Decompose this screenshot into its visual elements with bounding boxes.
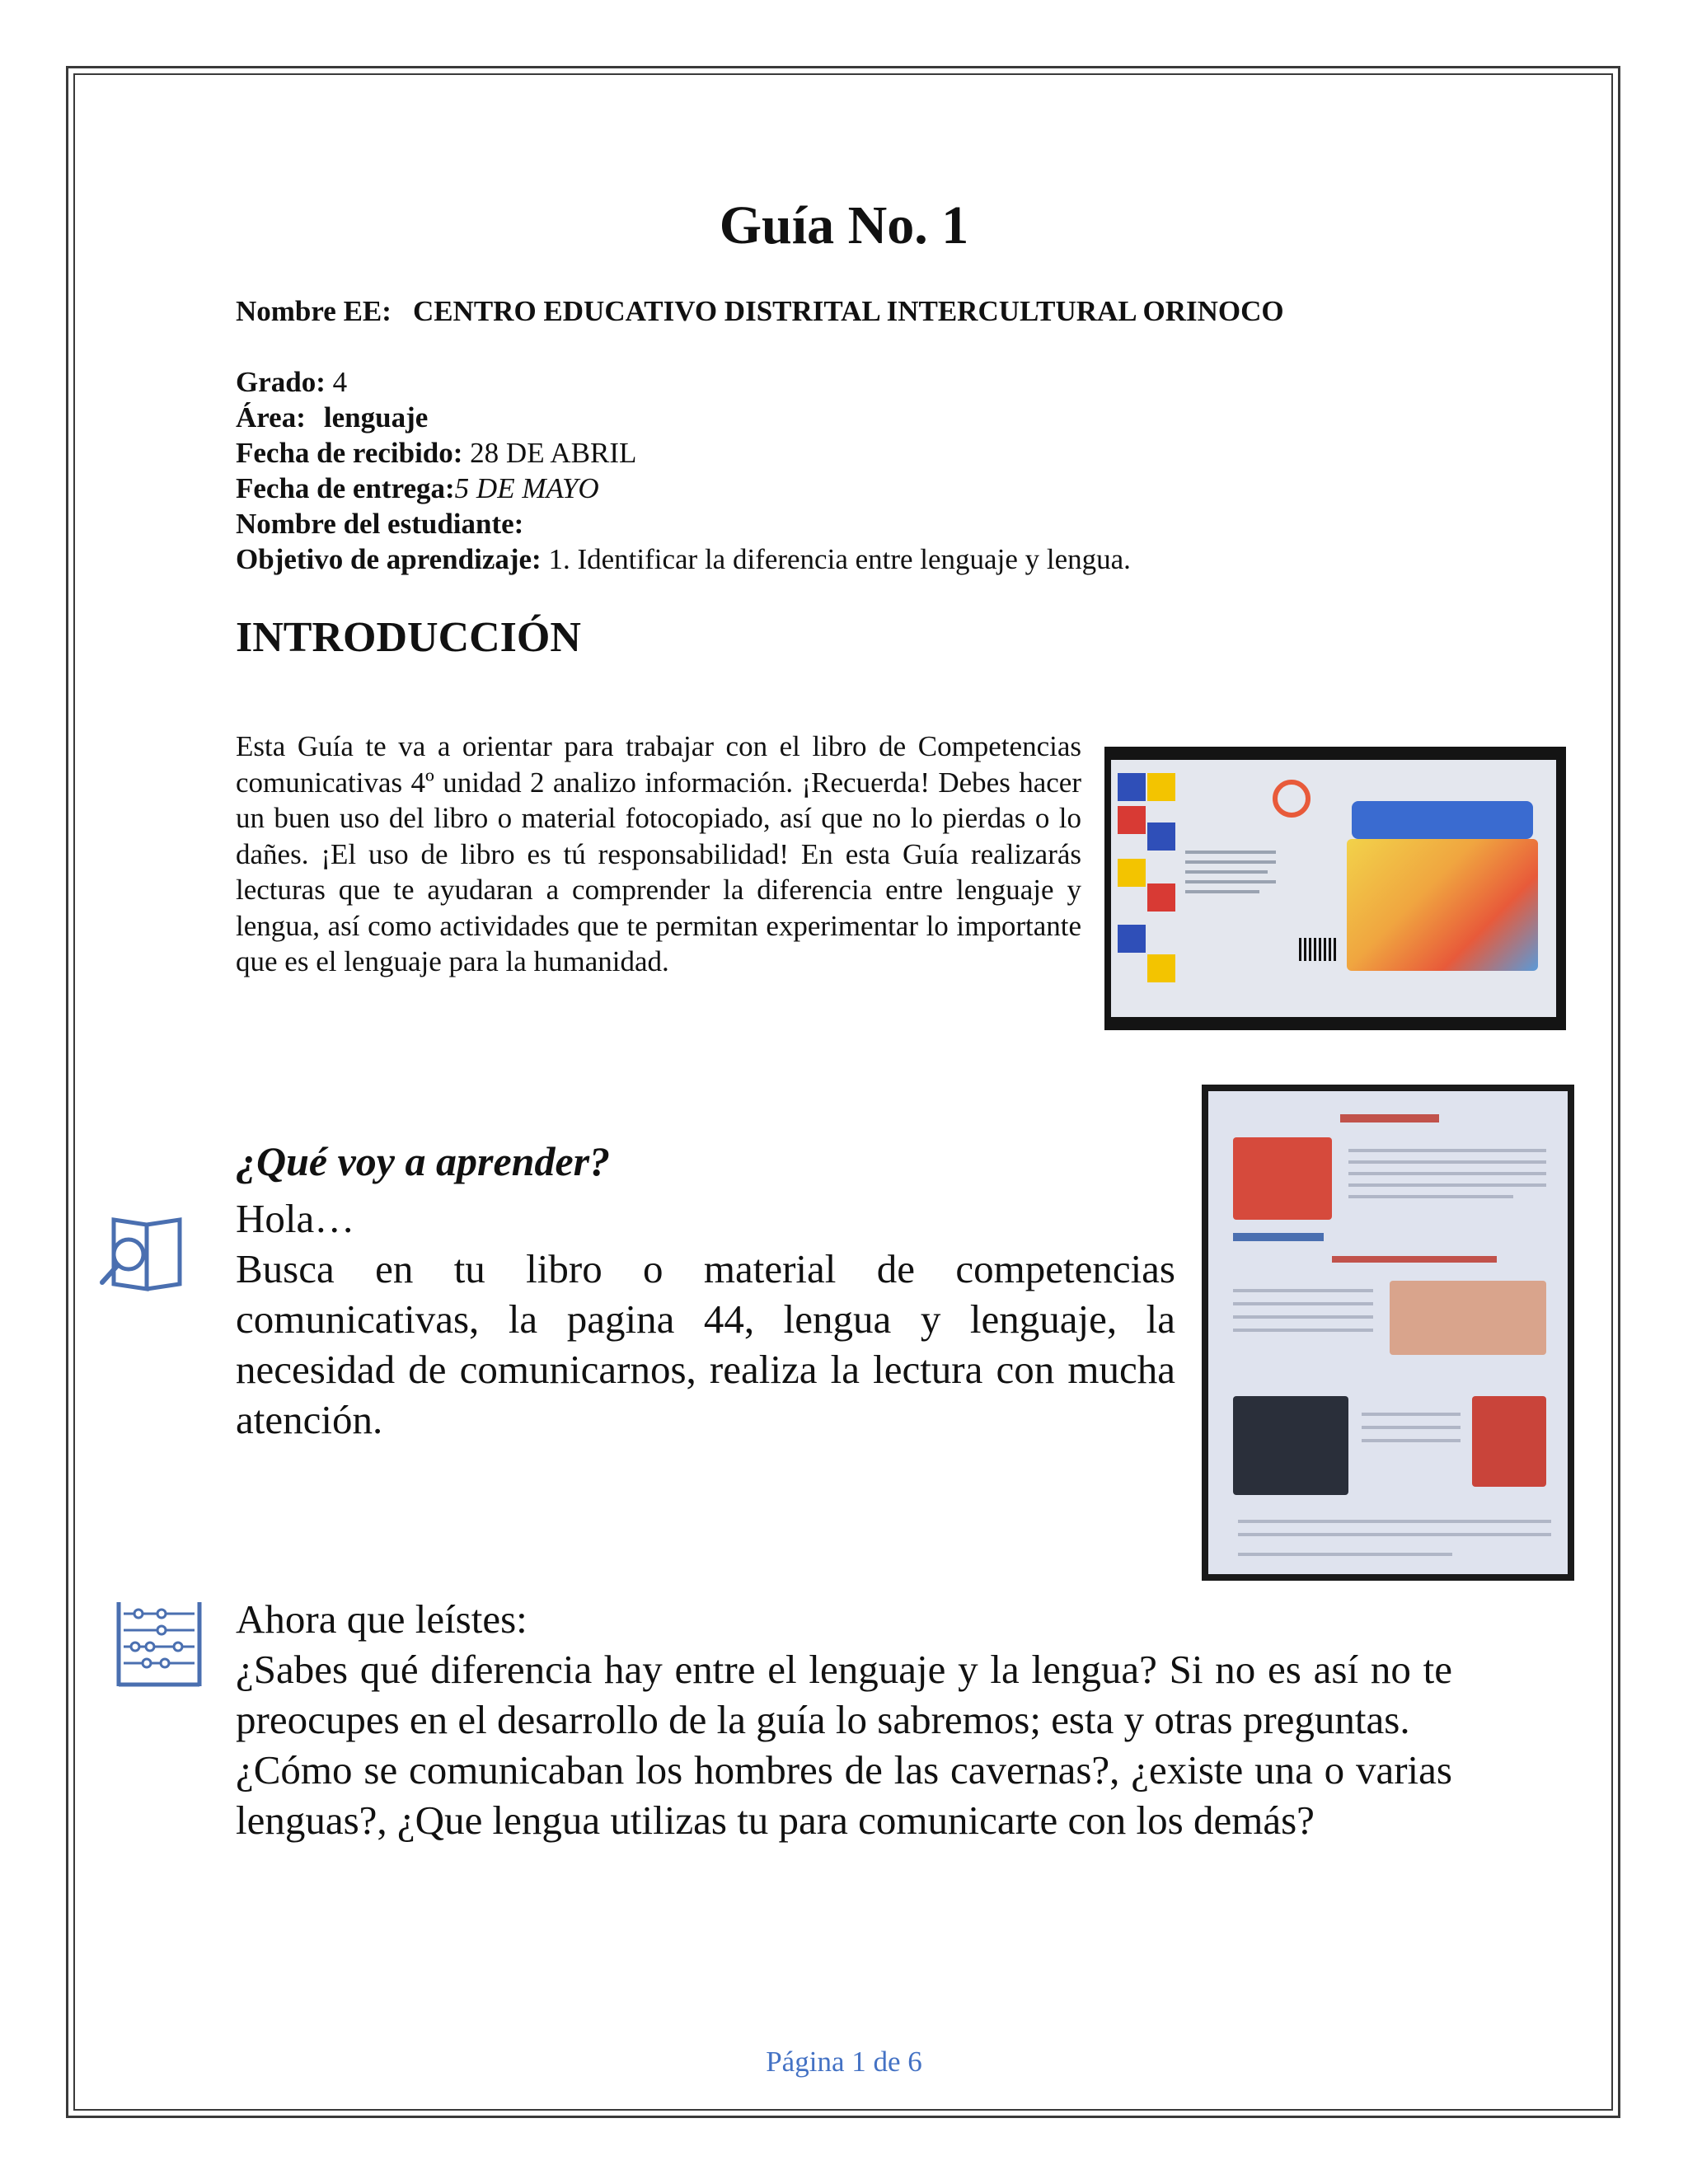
book-page-text-line — [1233, 1302, 1373, 1305]
cover-title-banner — [1352, 801, 1533, 839]
book-page-image-4 — [1472, 1396, 1546, 1487]
book-page-text-line — [1348, 1160, 1546, 1164]
cover-cube-5 — [1118, 859, 1146, 887]
intro-heading: INTRODUCCIÓN — [236, 614, 581, 661]
now-paragraph-1: ¿Sabes qué diferencia hay entre el lenguaje y la lengua? Si no es así no te preocupes en el desarrollo de la guía lo sabremos; esta y otras preguntas. — [236, 1647, 1452, 1742]
cover-cube-4 — [1147, 823, 1175, 851]
cover-logo-ring — [1273, 780, 1311, 818]
book-page-subheading — [1233, 1233, 1324, 1241]
school-value: CENTRO EDUCATIVO DISTRITAL INTERCULTURAL ORINOCO — [412, 295, 1284, 327]
grade-label: Grado: — [236, 366, 326, 398]
school-label: Nombre EE: — [236, 295, 392, 327]
book-page-text-line — [1238, 1520, 1551, 1523]
book-page-text-line — [1362, 1439, 1461, 1442]
cover-illustration — [1347, 839, 1538, 971]
cover-cube-2 — [1147, 773, 1175, 801]
page-number-footer: Página 1 de 6 — [766, 2046, 922, 2078]
book-page-image-2 — [1390, 1281, 1546, 1355]
book-page-text-line — [1238, 1553, 1452, 1556]
objective-label: Objetivo de aprendizaje: — [236, 543, 542, 575]
book-page-text-line — [1233, 1289, 1373, 1292]
book-page-text-line — [1362, 1413, 1461, 1416]
student-label: Nombre del estudiante: — [236, 508, 524, 540]
cover-text-line — [1185, 870, 1268, 874]
area-label: Área: — [236, 401, 306, 434]
book-page-text-line — [1362, 1426, 1461, 1429]
learn-paragraph: Busca en tu libro o material de competencias comunicativas, la pagina 44, lengua y lenguaje, la necesidad de comunicarnos, realiza la lectura con mucha atención. — [236, 1246, 1175, 1442]
now-paragraph-2: ¿Cómo se comunicaban los hombres de las cavernas?, ¿existe una o varias lenguas?, ¿Que lengua utilizas tu para comunicarte con los demás? — [236, 1747, 1452, 1843]
area-line — [236, 400, 428, 435]
cover-cube-3 — [1118, 806, 1146, 834]
book-page-paper — [1208, 1091, 1568, 1574]
cover-cube-1 — [1118, 773, 1146, 801]
cover-text-line — [1185, 890, 1259, 893]
book-page-image-3 — [1233, 1396, 1348, 1495]
school-line — [236, 293, 1284, 329]
objective-value: 1. Identificar la diferencia entre lenguaje y lengua. — [548, 543, 1131, 575]
abacus-icon — [114, 1599, 204, 1690]
cover-barcode — [1299, 938, 1339, 961]
book-page-heading — [1340, 1114, 1439, 1122]
objective-line — [236, 541, 1131, 577]
book-page-photo — [1202, 1085, 1574, 1581]
cover-cube-8 — [1147, 954, 1175, 982]
cover-text-line — [1185, 880, 1276, 883]
received-value: 28 DE ABRIL — [470, 437, 637, 469]
delivery-line — [236, 471, 599, 506]
now-intro-line: Ahora que leístes: — [236, 1596, 528, 1642]
delivery-label: Fecha de entrega: — [236, 472, 455, 504]
learn-greeting: Hola… — [236, 1196, 355, 1241]
received-label: Fecha de recibido: — [236, 437, 463, 469]
book-page-text-line — [1348, 1172, 1546, 1175]
intro-paragraph: Esta Guía te va a orientar para trabajar con el libro de Competencias comunicativas 4º unidad 2 analizo información. ¡Recuerda! Debes hacer un buen uso del libro o material fotocopiado, así que no lo pierdas o lo dañes. ¡El uso de libro es tú responsabilidad! En esta Guía realizarás lecturas que te ayudaran a comprender la diferencia entre lenguaje y lengua, así como actividades que te permitan experimentar lo importante que es el lenguaje para la humanidad. — [236, 730, 1081, 977]
book-page-text-line — [1233, 1315, 1373, 1319]
book-search-icon — [97, 1213, 204, 1296]
book-page-subtitle — [1332, 1256, 1497, 1263]
book-page-text-line — [1238, 1533, 1551, 1536]
area-value: lenguaje — [323, 401, 429, 434]
cover-text-line — [1185, 860, 1276, 864]
book-page-text-line — [1233, 1329, 1373, 1332]
book-page-text-line — [1348, 1183, 1546, 1187]
learn-heading: ¿Qué voy a aprender? — [236, 1138, 611, 1184]
book-page-text-line — [1348, 1149, 1546, 1152]
learn-section — [236, 1193, 1175, 1445]
received-line — [236, 435, 636, 471]
grade-value: 4 — [332, 366, 348, 398]
cover-cube-7 — [1118, 925, 1146, 953]
book-page-text-line — [1348, 1195, 1513, 1198]
student-line — [236, 506, 523, 541]
delivery-value: 5 DE MAYO — [454, 472, 599, 504]
grade-line — [236, 364, 347, 400]
page-title: Guía No. 1 — [719, 195, 969, 255]
book-cover-photo — [1104, 747, 1566, 1030]
now-section — [236, 1594, 1452, 1845]
book-cover-page — [1111, 760, 1556, 1017]
cover-cube-6 — [1147, 883, 1175, 912]
cover-text-line — [1185, 851, 1276, 854]
book-page-image-1 — [1233, 1137, 1332, 1220]
